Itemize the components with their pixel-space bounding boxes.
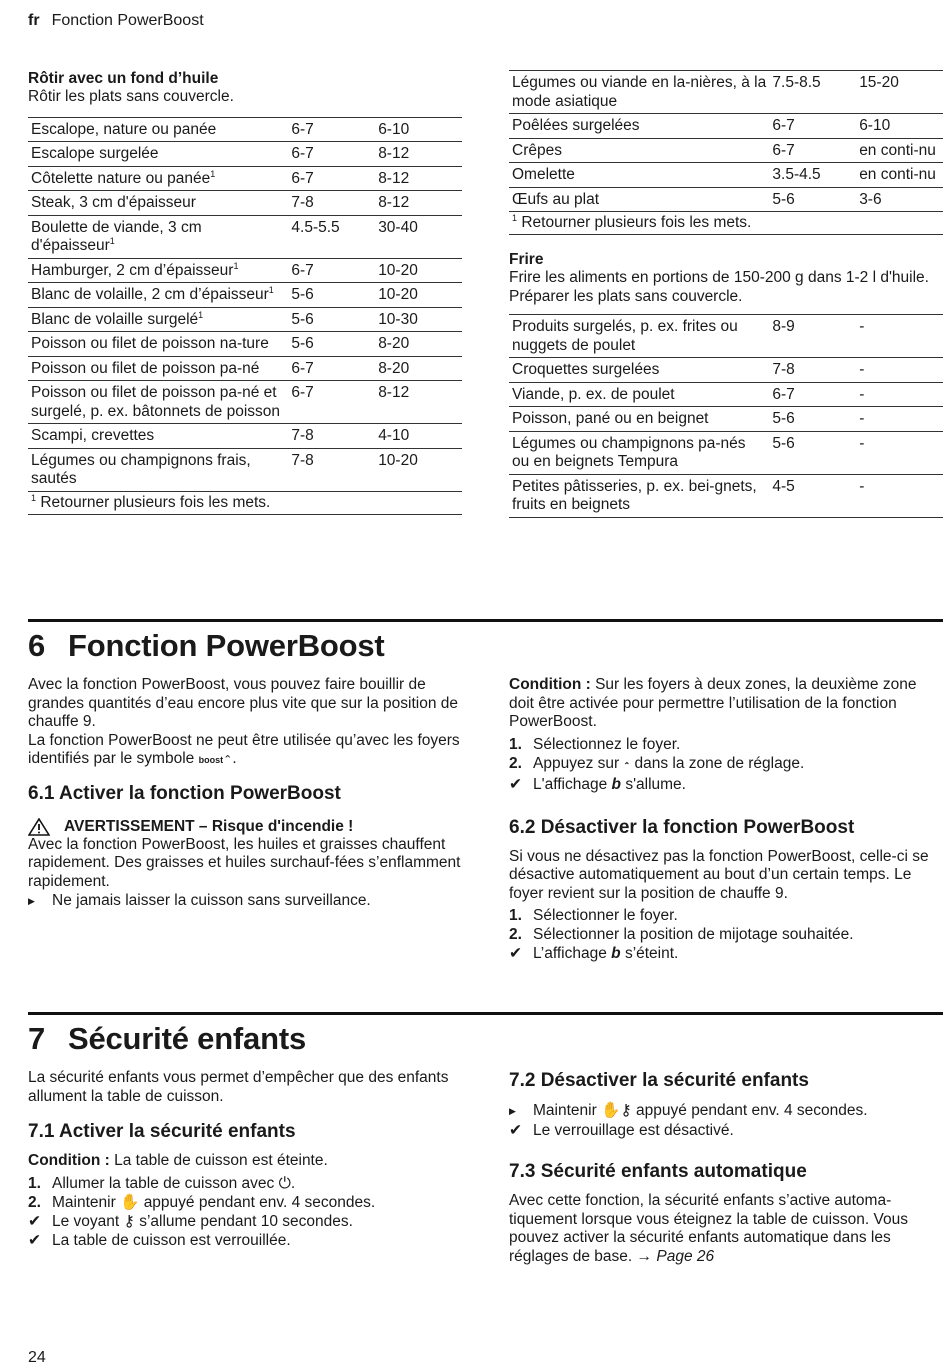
header-title: Fonction PowerBoost bbox=[51, 12, 204, 29]
time-cell: 10-20 bbox=[378, 451, 418, 469]
frire-desc: Frire les aliments en portions de 150-200 g dans 1-2 l d'huile. Préparer les plats sans couvercle. bbox=[509, 269, 929, 305]
level-cell: 6-7 bbox=[291, 384, 314, 401]
level-cell: 7-8 bbox=[291, 451, 314, 469]
table-row bbox=[28, 283, 462, 308]
s6-intro2: La fonction PowerBoost ne peut être utilisée qu’avec les foyers identifiés par le symbole boost⌃. bbox=[28, 731, 460, 767]
table-row bbox=[28, 381, 462, 424]
arrow-bullet-icon: ▶ bbox=[509, 1106, 516, 1116]
level-cell: 6-7 bbox=[772, 141, 795, 159]
food-cell: Côtelette nature ou panée$^1$ bbox=[31, 168, 216, 187]
section-7-heading: 7 Sécurité enfants bbox=[28, 1021, 306, 1056]
roast-footnote: $^1$ Retourner plusieurs fois les mets. bbox=[28, 492, 462, 515]
section-6-rule bbox=[28, 619, 943, 622]
table-row bbox=[28, 142, 462, 167]
s62-result: ✔ L’affichage b s’éteint. bbox=[509, 945, 679, 962]
food-cell: Légumes ou champignons pa-nés ou en beignets Tempura bbox=[512, 434, 746, 470]
roast-title: Rôtir avec un fond d’huile bbox=[28, 70, 219, 87]
check-icon: ✔ bbox=[509, 945, 522, 962]
time-cell: 10-30 bbox=[378, 310, 418, 328]
food-cell: Escalope surgelée bbox=[31, 145, 159, 162]
roast-table-continued bbox=[509, 70, 943, 212]
section-7-right bbox=[509, 1070, 943, 1266]
boost-icon: ⌃ bbox=[223, 754, 233, 766]
s71-result-2: ✔ La table de cuisson est verrouillée. bbox=[28, 1231, 291, 1249]
s6-result: ✔ L'affichage b s'allume. bbox=[509, 775, 686, 793]
food-cell: Œufs au plat bbox=[512, 190, 600, 208]
section-6-heading: 6 Fonction PowerBoost bbox=[28, 628, 385, 663]
s71-step-1: 1. Allumer la table de cuisson avec ⏻. bbox=[28, 1174, 296, 1192]
food-cell: Boulette de viande, 3 cm d'épaisseur$^1$ bbox=[31, 218, 202, 254]
s71-result-1: ✔ Le voyant ⚷ s’allume pendant 10 secondes. bbox=[28, 1212, 353, 1230]
roast-desc: Rôtir les plats sans couvercle. bbox=[28, 88, 234, 105]
boost-label: boost bbox=[198, 755, 224, 765]
time-cell: 6-10 bbox=[378, 120, 410, 138]
food-cell: Légumes ou viande en la-nières, à la mode asiatique bbox=[512, 74, 767, 110]
section-7-rule bbox=[28, 1012, 943, 1015]
table-row bbox=[509, 474, 943, 517]
level-cell: 4-5 bbox=[772, 477, 795, 495]
food-cell: Poisson ou filet de poisson na-ture bbox=[31, 335, 269, 352]
s71-heading: 7.1 Activer la sécurité enfants bbox=[28, 1121, 296, 1142]
page-header bbox=[28, 12, 204, 30]
section-6-right bbox=[509, 676, 943, 963]
table-row bbox=[28, 191, 462, 216]
time-cell: 8-12 bbox=[378, 145, 410, 162]
level-cell: 7-8 bbox=[291, 427, 314, 444]
table-row bbox=[28, 332, 462, 357]
table-row bbox=[509, 71, 943, 114]
s7-intro: La sécurité enfants vous permet d’empêcher que des enfants allument la table de cuisson. bbox=[28, 1069, 449, 1105]
time-cell: 8-12 bbox=[378, 194, 410, 211]
page-number: 24 bbox=[28, 1349, 46, 1366]
food-cell: Produits surgelés, p. ex. frites ou nuggets de poulet bbox=[512, 318, 738, 354]
s61-heading: 6.1 Activer la fonction PowerBoost bbox=[28, 782, 341, 804]
table-row bbox=[28, 258, 462, 283]
food-cell: Escalope, nature ou panée bbox=[31, 120, 217, 138]
roast2-footnote: $^1$ Retourner plusieurs fois les mets. bbox=[509, 212, 943, 235]
level-cell: 6-7 bbox=[772, 117, 795, 134]
level-cell: 7-8 bbox=[291, 194, 314, 211]
time-cell: - bbox=[859, 361, 865, 378]
s6-intro1: Avec la fonction PowerBoost, vous pouvez faire bouillir de grandes quantités d’eau encore plus vite que sur la position de chauffe 9. bbox=[28, 676, 458, 730]
table-row bbox=[28, 307, 462, 332]
food-cell: Poisson ou filet de poisson pa-né bbox=[31, 359, 260, 377]
level-cell: 5-6 bbox=[291, 335, 314, 352]
time-cell: 15-20 bbox=[859, 74, 899, 91]
time-cell: 3-6 bbox=[859, 190, 882, 208]
s62-text: Si vous ne désactivez pas la fonction PowerBoost, celle-ci se désactive automatiquement au bout d’un certain temps. Le foyer revient sur la position de chauffe 9. bbox=[509, 847, 929, 902]
s6-step-1: 1. Sélectionnez le foyer. bbox=[509, 735, 681, 753]
boost-key-icon: ⌃ bbox=[623, 760, 631, 770]
time-cell: 8-12 bbox=[378, 169, 410, 187]
s72-heading: 7.2 Désactiver la sécurité enfants bbox=[509, 1070, 809, 1091]
check-icon: ✔ bbox=[509, 775, 522, 793]
time-cell: - bbox=[859, 318, 865, 335]
s73-text: Avec cette fonction, la sécurité enfants s’active automa-tiquement lorsque vous éteignez la table de cuisson. Vous pouvez activer la sécurité enfants automatique dans les réglages de base. → Page 26 bbox=[509, 1192, 908, 1265]
arrow-right-icon: → bbox=[636, 1247, 653, 1265]
food-cell: Viande, p. ex. de poulet bbox=[512, 385, 675, 403]
hand-key-icon: ✋ bbox=[120, 1193, 140, 1211]
food-cell: Légumes ou champignons frais, sautés bbox=[31, 451, 251, 487]
lang-code: fr bbox=[28, 12, 40, 29]
frire-table bbox=[509, 314, 943, 518]
level-cell: 6-7 bbox=[291, 145, 314, 162]
time-cell: - bbox=[859, 477, 865, 495]
frire-title: Frire bbox=[509, 251, 544, 268]
time-cell: 4-10 bbox=[378, 427, 410, 444]
s71-condition: Condition : La table de cuisson est éteinte. bbox=[28, 1152, 328, 1169]
food-cell: Poêlées surgelées bbox=[512, 117, 640, 134]
level-cell: 5-6 bbox=[772, 410, 795, 427]
time-cell: 10-20 bbox=[378, 286, 418, 303]
s62-heading: 6.2 Désactiver la fonction PowerBoost bbox=[509, 816, 855, 838]
table-row bbox=[509, 114, 943, 139]
table-row bbox=[509, 315, 943, 358]
time-cell: - bbox=[859, 385, 865, 403]
roast-table bbox=[28, 117, 462, 492]
level-cell: 6-7 bbox=[291, 120, 314, 138]
check-icon: ✔ bbox=[509, 1122, 522, 1139]
table-row bbox=[28, 117, 462, 142]
level-cell: 5-6 bbox=[772, 190, 795, 208]
level-cell: 5-6 bbox=[291, 310, 314, 328]
time-cell: - bbox=[859, 410, 865, 427]
table-row bbox=[28, 424, 462, 449]
s73-heading: 7.3 Sécurité enfants automatique bbox=[509, 1161, 807, 1182]
check-icon: ✔ bbox=[28, 1212, 41, 1230]
table-row bbox=[509, 358, 943, 383]
warning-icon bbox=[28, 818, 50, 836]
table-row bbox=[28, 215, 462, 258]
time-cell: 6-10 bbox=[859, 117, 891, 134]
food-cell: Scampi, crevettes bbox=[31, 427, 155, 444]
key-icon: ⚷ bbox=[123, 1212, 135, 1230]
table-row bbox=[509, 187, 943, 212]
level-cell: 6-7 bbox=[291, 261, 314, 279]
warning-title: AVERTISSEMENT – Risque d'incendie ! bbox=[28, 818, 468, 836]
level-cell: 7-8 bbox=[772, 361, 795, 378]
table-row bbox=[509, 431, 943, 474]
arrow-bullet-icon: ▶ bbox=[28, 896, 35, 906]
power-icon: ⏻ bbox=[278, 1174, 291, 1192]
s62-step-2: 2. Sélectionner la position de mijotage souhaitée. bbox=[509, 926, 854, 943]
food-cell: Crêpes bbox=[512, 141, 562, 159]
warning-action: ▶ Ne jamais laisser la cuisson sans surveillance. bbox=[28, 892, 371, 909]
table-row bbox=[28, 356, 462, 381]
time-cell: 30-40 bbox=[378, 218, 418, 236]
warning-text: Avec la fonction PowerBoost, les huiles et graisses chauffent rapidement. Des graisses et huiles surchauf-fées s’enflamment rapidement. bbox=[28, 835, 461, 890]
roast-section bbox=[28, 70, 462, 515]
page-link[interactable]: Page 26 bbox=[656, 1247, 715, 1265]
section-7-left bbox=[28, 1069, 468, 1250]
time-cell: 8-20 bbox=[378, 359, 410, 377]
s6-condition: Condition : Sur les foyers à deux zones, la deuxième zone doit être activée pour permettre l’utilisation de la fonction PowerBoost. bbox=[509, 676, 917, 730]
food-cell: Croquettes surgelées bbox=[512, 361, 660, 378]
food-cell: Petites pâtisseries, p. ex. bei-gnets, fruits en beignets bbox=[512, 477, 757, 513]
roast-continued-section bbox=[509, 70, 943, 518]
time-cell: en conti-nu bbox=[859, 141, 936, 159]
section-6-left bbox=[28, 676, 468, 911]
level-cell: 7.5-8.5 bbox=[772, 74, 821, 91]
table-row bbox=[509, 407, 943, 432]
food-cell: Poisson, pané ou en beignet bbox=[512, 410, 709, 427]
food-cell: Omelette bbox=[512, 166, 575, 183]
level-cell: 4.5-5.5 bbox=[291, 218, 340, 236]
level-cell: 6-7 bbox=[291, 359, 314, 377]
level-cell: 5-6 bbox=[772, 434, 795, 452]
table-row bbox=[509, 382, 943, 407]
level-cell: 6-7 bbox=[291, 169, 314, 187]
s6-step-2: 2. Appuyez sur ⌃ dans la zone de réglage. bbox=[509, 754, 805, 772]
level-cell: 8-9 bbox=[772, 318, 795, 335]
level-cell: 3.5-4.5 bbox=[772, 166, 821, 183]
time-cell: 8-12 bbox=[378, 384, 410, 401]
hand-key-icon: ✋⚷ bbox=[601, 1102, 632, 1119]
food-cell: Steak, 3 cm d'épaisseur bbox=[31, 194, 196, 211]
s72-action: ▶ Maintenir ✋⚷ appuyé pendant env. 4 secondes. bbox=[509, 1102, 868, 1119]
table-row bbox=[28, 448, 462, 491]
time-cell: - bbox=[859, 434, 865, 452]
s71-step-2: 2. Maintenir ✋ appuyé pendant env. 4 secondes. bbox=[28, 1193, 376, 1211]
table-row bbox=[28, 166, 462, 191]
level-cell: 5-6 bbox=[291, 286, 314, 303]
table-row bbox=[509, 163, 943, 188]
level-cell: 6-7 bbox=[772, 385, 795, 403]
check-icon: ✔ bbox=[28, 1231, 41, 1249]
table-row bbox=[509, 138, 943, 163]
food-cell: Hamburger, 2 cm d’épaisseur$^1$ bbox=[31, 260, 239, 279]
food-cell: Poisson ou filet de poisson pa-né et surgelé, p. ex. bâtonnets de poisson bbox=[31, 384, 281, 420]
s62-step-1: 1. Sélectionner le foyer. bbox=[509, 907, 678, 924]
food-cell: Blanc de volaille, 2 cm d’épaisseur$^1$ bbox=[31, 284, 274, 303]
time-cell: en conti-nu bbox=[859, 166, 936, 183]
food-cell: Blanc de volaille surgelé$^1$ bbox=[31, 309, 204, 328]
s72-result: ✔ Le verrouillage est désactivé. bbox=[509, 1122, 734, 1139]
time-cell: 8-20 bbox=[378, 335, 410, 352]
time-cell: 10-20 bbox=[378, 261, 418, 279]
